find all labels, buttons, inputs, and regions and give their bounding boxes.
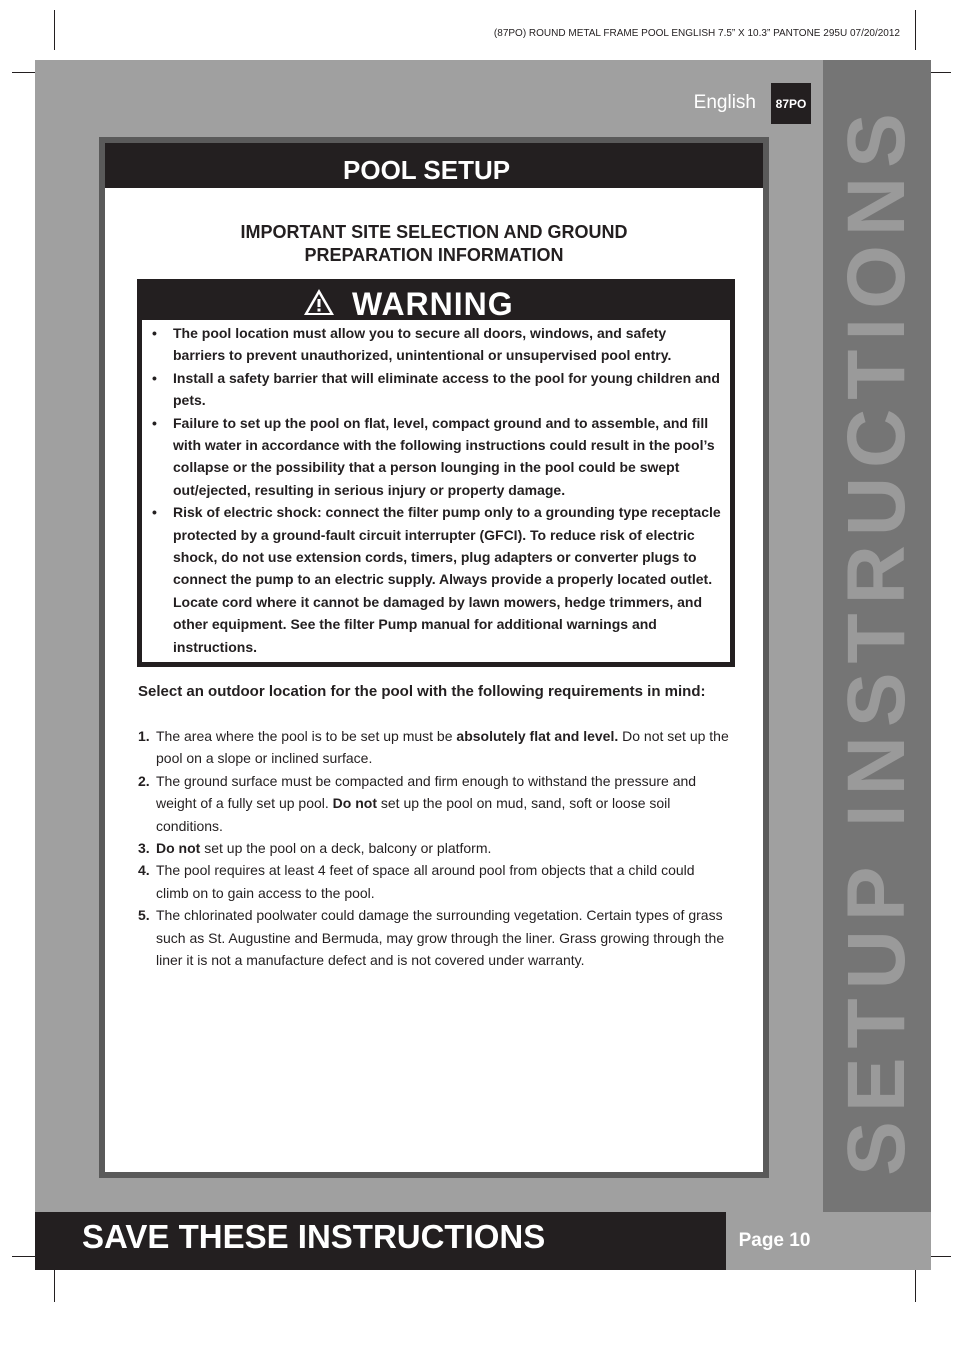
bullet-icon: • xyxy=(152,369,157,386)
warning-triangle-icon xyxy=(302,287,336,317)
section-title: POOL SETUP xyxy=(343,155,511,185)
list-item xyxy=(138,859,729,904)
language-label: English xyxy=(693,92,756,113)
warning-box xyxy=(137,279,735,667)
item-text: set up the pool on mud, sand, soft or loose soil conditions. xyxy=(156,795,671,834)
warning-list xyxy=(152,322,722,658)
crop-mark xyxy=(931,72,951,73)
crop-mark xyxy=(54,10,55,50)
section-title-bar xyxy=(105,143,763,188)
item-emphasis: absolutely flat and level. xyxy=(456,728,619,744)
crop-mark xyxy=(931,1256,951,1257)
content-panel xyxy=(99,137,769,1178)
warning-item xyxy=(152,322,722,367)
item-text: The chlorinated poolwater could damage the surrounding vegetation. Certain types of grass such as St. Augustine and Bermuda, may grow through the liner. Grass growing through the liner it is not a manufacture defect and is not covered under warranty. xyxy=(156,907,725,969)
crop-mark xyxy=(915,10,916,50)
warning-item-text: Failure to set up the pool on flat, level, compact ground and to assemble, and fill with water in accordance with the following instructions could result in the pool’s collapse or the possibility that a person lounging in the pool could be swept out/ejected, resulting in serious injury or property damage. xyxy=(173,414,715,498)
crop-mark xyxy=(915,1270,916,1302)
item-number: 3. xyxy=(138,840,150,857)
side-title: SETUP INSTRUCTIONS xyxy=(831,104,922,1176)
print-header: (87PO) ROUND METAL FRAME POOL ENGLISH 7.5” X 10.3” PANTONE 295U 07/20/2012 xyxy=(493,28,900,39)
page-number: Page 10 xyxy=(738,1230,811,1251)
item-number: 2. xyxy=(138,772,150,789)
item-number: 1. xyxy=(138,728,150,744)
crop-mark xyxy=(12,1256,36,1257)
item-number: 4. xyxy=(138,862,150,879)
requirements-intro: Select an outdoor location for the pool with the following requirements in mind: xyxy=(138,683,706,700)
save-instructions-text: SAVE THESE INSTRUCTIONS xyxy=(82,1218,546,1255)
warning-title: WARNING xyxy=(352,286,514,322)
crop-mark xyxy=(12,72,36,73)
requirements-list xyxy=(138,725,729,971)
footer-bar xyxy=(35,1212,726,1270)
subheading-line: IMPORTANT SITE SELECTION AND GROUND xyxy=(240,222,628,242)
item-emphasis: Do not xyxy=(156,840,201,857)
warning-item-text: The pool location must allow you to secure all doors, windows, and safety barriers to prevent unauthorized, unintentional or unsupervised pool entry. xyxy=(173,325,672,364)
bullet-icon: • xyxy=(152,414,157,431)
list-item xyxy=(138,725,729,770)
item-text: set up the pool on a deck, balcony or platform. xyxy=(200,840,492,857)
item-text: Do not set up the pool on a slope or inclined surface. xyxy=(156,728,729,767)
item-text: The area where the pool is to be set up must be xyxy=(156,728,457,744)
item-number: 5. xyxy=(138,907,150,924)
warning-item xyxy=(152,412,722,502)
list-item xyxy=(138,770,729,837)
item-text: The pool requires at least 4 feet of space all around pool from objects that a child could climb on to gain access to the pool. xyxy=(156,862,695,901)
subheading xyxy=(105,221,763,267)
list-item xyxy=(138,837,729,859)
item-emphasis: Do not xyxy=(332,795,377,812)
model-badge: 87PO xyxy=(771,83,811,124)
warning-header xyxy=(142,284,730,320)
warning-item xyxy=(152,501,722,658)
warning-item-text: Install a safety barrier that will eliminate access to the pool for young children and pets. xyxy=(173,369,720,409)
list-item xyxy=(138,904,729,971)
subheading-line: PREPARATION INFORMATION xyxy=(304,245,564,265)
warning-item-text: Risk of electric shock: connect the filter pump only to a grounding type receptacle protected by a ground-fault circuit interrupter (GFCI). To reduce risk of electric shock, do not use extension cords, timers, plug adapters or converter plugs to connect the pump to an electric supply. Always provide a properly located outlet. Locate cord where it cannot be damaged by lawn mowers, hedge trimmers, and other equipment. See the filter Pump manual for additional warnings and instructions. xyxy=(173,504,721,655)
bullet-icon: • xyxy=(152,504,157,521)
bullet-icon: • xyxy=(152,325,157,341)
item-text: The ground surface must be compacted and firm enough to withstand the pressure and weight of a fully set up pool. xyxy=(156,772,697,812)
warning-item xyxy=(152,367,722,412)
crop-mark xyxy=(54,1270,55,1302)
